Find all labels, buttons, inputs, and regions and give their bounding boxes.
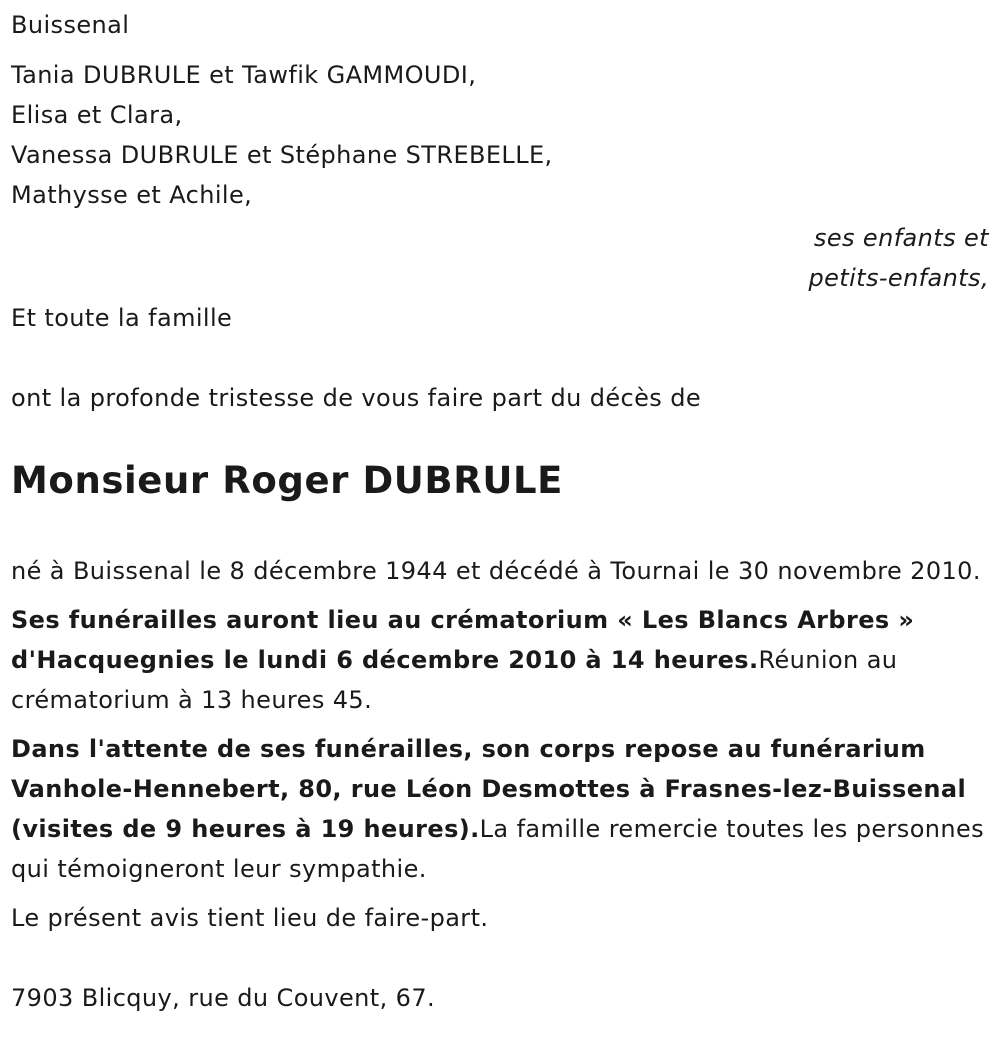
family-thanks: La famille remercie toutes les personnes qui témoigneront leur sympathie.: [11, 815, 985, 883]
family-member-line: Vanessa DUBRULE et Stéphane STREBELLE,: [11, 141, 553, 169]
funeral-gathering: Réunion au crématorium à 13 heures 45.: [11, 646, 898, 714]
deceased-name: Monsieur Roger DUBRULE: [11, 459, 564, 502]
obituary-notice: [11, 5, 989, 1018]
family-member-line: Mathysse et Achile,: [11, 181, 253, 209]
repose-paragraph: [11, 729, 989, 889]
address-text: 7903 Blicquy, rue du Couvent, 67.: [11, 984, 436, 1012]
extended-family: Et toute la famille: [11, 304, 233, 332]
funeral-paragraph: [11, 600, 989, 720]
funeral-details: Ses funérailles auront lieu au crématorium « Les Blancs Arbres » d'Hacquegnies le lundi 6 décembre 2010 à 14 heures.: [11, 606, 915, 674]
relation-line: petits-enfants,: [808, 264, 989, 292]
family-members-list: [11, 55, 989, 215]
relation-line: ses enfants et: [813, 224, 989, 252]
place-header: Buissenal: [11, 11, 130, 39]
family-member-line: Elisa et Clara,: [11, 101, 183, 129]
notice-text: Le présent avis tient lieu de faire-part.: [11, 904, 489, 932]
repose-details: Dans l'attente de ses funérailles, son corps repose au funérarium Vanhole-Hennebert, 80, rue Léon Desmottes à Frasnes-lez-Buissenal (visites de 9 heures à 19 heures).: [11, 735, 967, 843]
birth-death-text: né à Buissenal le 8 décembre 1944 et décédé à Tournai le 30 novembre 2010.: [11, 557, 981, 585]
relation-note: [11, 218, 989, 298]
family-member-line: Tania DUBRULE et Tawfik GAMMOUDI,: [11, 61, 477, 89]
announcement-text: ont la profonde tristesse de vous faire part du décès de: [11, 384, 702, 412]
